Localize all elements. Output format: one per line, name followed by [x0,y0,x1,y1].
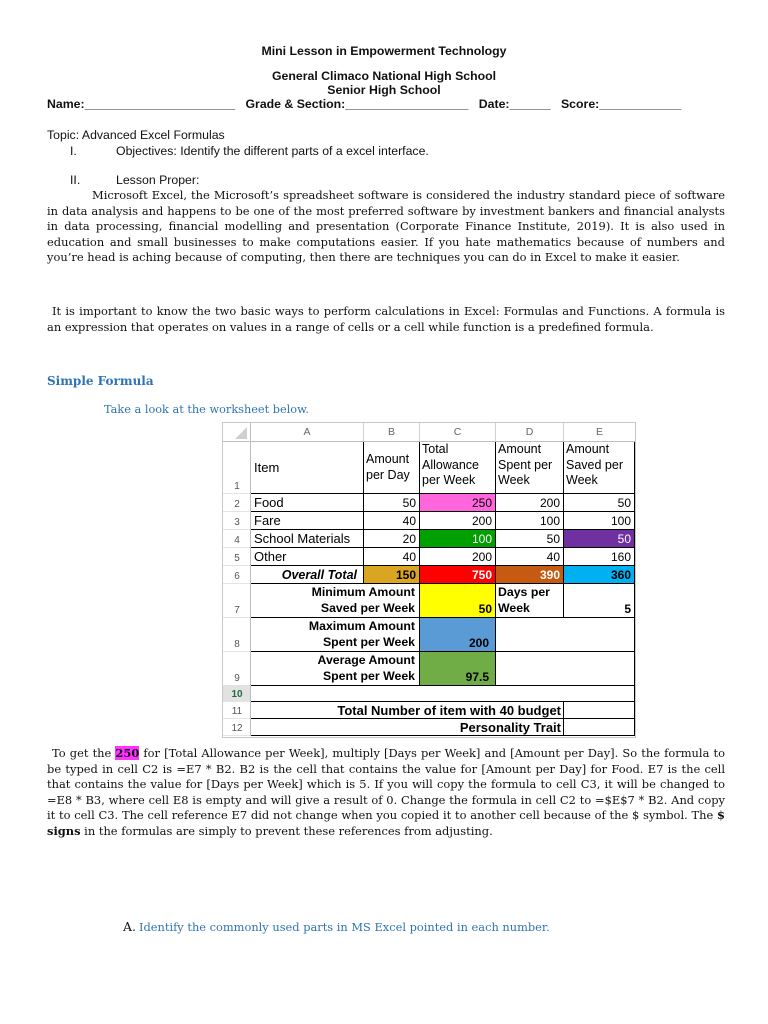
lesson-number: II. [70,173,81,187]
cell-e2[interactable]: 50 [564,494,635,512]
cell-e11[interactable] [564,702,635,719]
objectives-number: I. [70,144,77,158]
cell-b5[interactable]: 40 [364,548,420,566]
cell-b1[interactable]: Amount per Day [364,442,420,494]
name-field: Name:______________________ [47,97,236,111]
column-header-b[interactable]: B [364,423,420,442]
row-header-10[interactable]: 10 [223,686,251,702]
grade-section-field: Grade & Section:__________________ [245,97,469,111]
topic: Topic: Advanced Excel Formulas [47,128,225,142]
objectives-text: Objectives: Identify the different parts of a excel interface. [116,144,429,158]
column-header-a[interactable]: A [251,423,364,442]
cell-a6[interactable]: Overall Total [251,566,364,584]
cell-d7[interactable]: Days per Week [496,584,564,618]
row-header-2[interactable]: 2 [223,494,251,512]
cell-d4[interactable]: 50 [496,530,564,548]
cell-c5[interactable]: 200 [420,548,496,566]
cell-d6[interactable]: 390 [496,566,564,584]
worksheet-intro: Take a look at the worksheet below. [104,403,309,416]
cell-d2[interactable]: 200 [496,494,564,512]
student-info-fields [47,97,688,111]
cell-c4[interactable]: 100 [420,530,496,548]
school-level: Senior High School [327,83,441,97]
column-header-e[interactable]: E [564,423,635,442]
cell-e7[interactable]: 5 [564,584,635,618]
cell-a9[interactable]: Average Amount Spent per Week [251,652,420,686]
row-header-7[interactable]: 7 [223,584,251,618]
cell-d9[interactable] [496,652,635,686]
school-name: General Climaco National High School [271,69,497,83]
cell-a1[interactable]: Item [251,442,364,494]
formulas-paragraph: It is important to know the two basic ways to perform calculations in Excel: Formulas and Functions. A formula is an expression that operates on values in a range of cells or a cell while function is a predefined formula. [47,304,725,334]
row-header-9[interactable]: 9 [223,652,251,686]
cell-d5[interactable]: 40 [496,548,564,566]
cell-e3[interactable]: 100 [564,512,635,530]
cell-e6[interactable]: 360 [564,566,635,584]
lesson-proper-label: Lesson Proper: [116,173,200,187]
column-header-c[interactable]: C [420,423,496,442]
cell-d3[interactable]: 100 [496,512,564,530]
cell-c8[interactable]: 200 [420,618,496,652]
cell-c7[interactable]: 50 [420,584,496,618]
cell-a12[interactable]: Personality Trait [251,719,564,736]
simple-formula-heading: Simple Formula [47,374,154,388]
cell-a10[interactable] [251,686,635,702]
cell-a7[interactable]: Minimum Amount Saved per Week [251,584,420,618]
cell-e1[interactable]: Amount Saved per Week [564,442,635,494]
cell-a5[interactable]: Other [251,548,364,566]
cell-a8[interactable]: Maximum Amount Spent per Week [251,618,420,652]
cell-c2[interactable]: 250 [420,494,496,512]
row-header-6[interactable]: 6 [223,566,251,584]
cell-b2[interactable]: 50 [364,494,420,512]
cell-e5[interactable]: 160 [564,548,635,566]
cell-b6[interactable]: 150 [364,566,420,584]
row-header-8[interactable]: 8 [223,618,251,652]
row-header-1[interactable]: 1 [223,442,251,494]
cell-a11[interactable]: Total Number of item with 40 budget [251,702,564,719]
cell-d1[interactable]: Amount Spent per Week [496,442,564,494]
highlighted-value: 250 [115,746,140,760]
cell-b4[interactable]: 20 [364,530,420,548]
cell-c9[interactable]: 97.5 [420,652,496,686]
cell-c3[interactable]: 200 [420,512,496,530]
section-a-instruction: Identify the commonly used parts in MS Excel pointed in each number. [139,920,550,934]
worksheet [222,422,636,738]
cell-c6[interactable]: 750 [420,566,496,584]
cell-a4[interactable]: School Materials [251,530,364,548]
row-header-12[interactable]: 12 [223,719,251,736]
date-field: Date:______ [478,97,551,111]
section-a-label: A. [123,919,137,934]
row-header-3[interactable]: 3 [223,512,251,530]
cell-b3[interactable]: 40 [364,512,420,530]
select-all-corner[interactable] [223,423,251,442]
cell-e12[interactable] [564,719,635,736]
row-header-5[interactable]: 5 [223,548,251,566]
cell-d8[interactable] [496,618,635,652]
select-all-icon [223,423,251,442]
score-field: Score:____________ [560,97,682,111]
cell-a2[interactable]: Food [251,494,364,512]
row-header-11[interactable]: 11 [223,702,251,719]
column-header-d[interactable]: D [496,423,564,442]
dollar-signs-bold: $ signs [47,808,725,838]
intro-paragraph: Microsoft Excel, the Microsoft’s spreadsheet software is considered the industry standard piece of software in data analysis and happens to be one of the most preferred software by investment bankers and financial analysts in data processing, financial modelling and presentation (Corporate Finance Institute, 2019). It is also used in education and small businesses to make computations easier. If you hate mathematics because of numbers and you’re head is aching because of computing, then there are techniques you can do in Excel to make it easier. [47,188,725,265]
cell-a3[interactable]: Fare [251,512,364,530]
cell-e4[interactable]: 50 [564,530,635,548]
document-title: Mini Lesson in Empowerment Technology [261,44,507,58]
formula-explanation: To get the 250 for [Total Allowance per Week], multiply [Days per Week] and [Amount per Day]. So the formula to be typed in cell C2 is =E7 * B2. B2 is the cell that contains the value for [Amount per Day] for Food. E7 is the cell that contains the value for [Days per Week] which is 5. If you will copy the formula to cell C3, it will be changed to =E8 * B3, where cell E8 is empty and will give a result of 0. Change the formula in cell C2 to =$E$7 * B2. And copy it to cell C3. The cell reference E7 did not change when you copied it to another cell because of the $ symbol. The $ signs in the formulas are simply to prevent these references from adjusting. [47,746,725,838]
row-header-4[interactable]: 4 [223,530,251,548]
cell-c1[interactable]: Total Allowance per Week [420,442,496,494]
